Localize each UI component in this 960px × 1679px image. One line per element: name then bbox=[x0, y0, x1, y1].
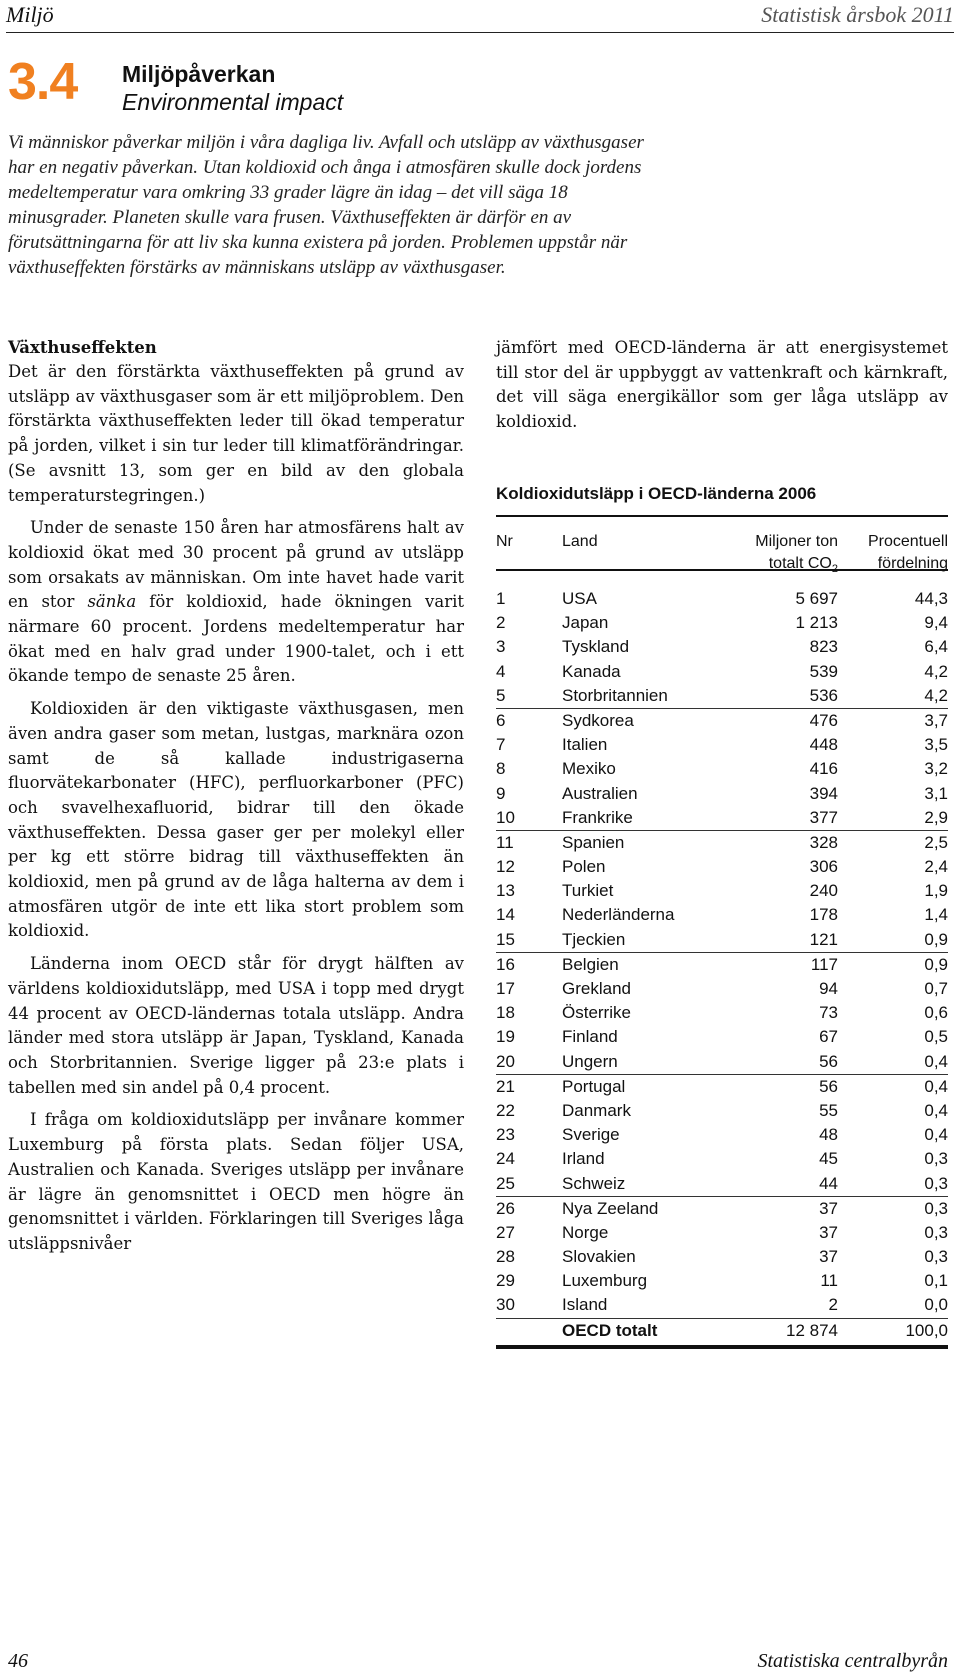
row-nr: 15 bbox=[496, 929, 515, 949]
row-million-tonnes: 56 bbox=[819, 1076, 838, 1096]
table-row bbox=[496, 879, 948, 903]
row-percent: 0,4 bbox=[924, 1125, 948, 1145]
row-country: Grekland bbox=[562, 979, 631, 998]
table-row bbox=[496, 1245, 948, 1269]
row-country: Polen bbox=[562, 857, 606, 877]
header-land: Land bbox=[562, 533, 598, 550]
row-nr: 5 bbox=[496, 685, 506, 705]
row-country: Japan bbox=[562, 613, 609, 633]
row-nr: 29 bbox=[496, 1271, 515, 1291]
footer-publisher: Statistiska centralbyrån bbox=[757, 1650, 948, 1672]
row-nr: 28 bbox=[496, 1247, 515, 1267]
row-million-tonnes: 377 bbox=[809, 807, 838, 827]
table-row bbox=[496, 1123, 948, 1147]
row-country: Sydkorea bbox=[562, 710, 634, 730]
row-million-tonnes: 37 bbox=[819, 1222, 838, 1242]
row-percent: 3,5 bbox=[924, 735, 948, 755]
row-percent: 0,3 bbox=[924, 1198, 948, 1218]
row-million-tonnes: 44 bbox=[819, 1173, 838, 1193]
row-percent: 0,0 bbox=[924, 1295, 948, 1315]
section-number: 3.4 bbox=[8, 53, 78, 111]
row-percent: 1,9 bbox=[924, 881, 948, 901]
row-nr: 6 bbox=[496, 710, 506, 730]
row-million-tonnes: 121 bbox=[809, 929, 838, 949]
row-percent: 0,3 bbox=[924, 1173, 948, 1193]
row-nr: 14 bbox=[496, 905, 515, 925]
header-million-tonnes bbox=[755, 531, 838, 580]
row-country: Ungern bbox=[562, 1051, 618, 1071]
table-body bbox=[496, 587, 948, 1319]
row-percent: 44,3 bbox=[914, 589, 948, 608]
body-heading: Växthuseffekten bbox=[8, 338, 157, 357]
table-row bbox=[496, 953, 948, 977]
row-nr: 4 bbox=[496, 661, 506, 681]
row-nr: 30 bbox=[496, 1295, 515, 1315]
table-row bbox=[496, 684, 948, 709]
emissions-table bbox=[496, 515, 948, 1349]
p2-text-b: för koldioxid, hade ökningen varit närmare 60 procent. Jordens medeltemperatur har ökat med en halv grad under 1900-talet, och i ett ökande tempo de senaste 25 åren. bbox=[8, 592, 464, 686]
row-percent: 2,5 bbox=[924, 832, 948, 852]
table-row bbox=[496, 1099, 948, 1123]
row-nr: 7 bbox=[496, 735, 506, 755]
row-million-tonnes: 240 bbox=[809, 881, 838, 901]
row-nr: 19 bbox=[496, 1027, 515, 1047]
row-country: Italien bbox=[562, 735, 608, 755]
row-million-tonnes: 394 bbox=[809, 783, 838, 803]
running-header bbox=[6, 0, 954, 33]
row-nr: 21 bbox=[496, 1076, 515, 1096]
table-row bbox=[496, 928, 948, 953]
row-million-tonnes: 2 bbox=[828, 1295, 838, 1315]
row-million-tonnes: 823 bbox=[809, 637, 838, 657]
row-country: Belgien bbox=[562, 954, 619, 974]
table-bottom-rule bbox=[496, 1345, 948, 1349]
row-percent: 6,4 bbox=[924, 637, 948, 657]
body-paragraph-4: Länderna inom OECD står för drygt hälften av världens koldioxidutsläpp, med USA i topp med drygt 44 procent av OECD-ländernas totala utsläpp. Andra länder med stora utsläpp är Japan, Tyskland, Kanada och Storbritannien. Sverige ligger på 23:e plats i tabellen med sin andel på 0,4 procent. bbox=[8, 954, 464, 1097]
table-row bbox=[496, 1025, 948, 1049]
row-country: Tyskland bbox=[562, 637, 630, 657]
body-paragraph-3: Koldioxiden är den viktigaste växthusgasen, men även andra gaser som metan, lustgas, marknära ozon samt de så kallade industrigaserna fluorvätekarbonater (HFC), perfluorkarboner (PFC) och svavelhexafluorid, bidrar till den ökade växthuseffekten. Dessa gaser ger per molekyl eller per kg ett större bidrag till växthuseffekten än koldioxid, men på grund av de låga halterna av dem i atmosfären utgör de inte ett lika stort problem som koldioxid. bbox=[8, 699, 464, 941]
row-nr: 27 bbox=[496, 1222, 515, 1242]
header-percent bbox=[868, 531, 948, 575]
row-nr: 16 bbox=[496, 954, 515, 974]
table-row bbox=[496, 757, 948, 781]
header-nr: Nr bbox=[496, 533, 513, 550]
row-country: Schweiz bbox=[562, 1173, 626, 1193]
row-million-tonnes: 117 bbox=[810, 954, 838, 974]
row-nr: 3 bbox=[496, 637, 506, 657]
row-percent: 2,9 bbox=[924, 807, 948, 827]
table-row bbox=[496, 855, 948, 879]
total-label: OECD totalt bbox=[562, 1320, 658, 1340]
row-percent: 2,4 bbox=[924, 857, 948, 877]
row-country: Turkiet bbox=[562, 881, 614, 901]
table-row bbox=[496, 977, 948, 1001]
row-country: Australien bbox=[562, 783, 638, 803]
table-row bbox=[496, 1075, 948, 1099]
page-number: 46 bbox=[8, 1650, 28, 1672]
row-country: Irland bbox=[562, 1149, 605, 1169]
row-percent: 4,2 bbox=[924, 685, 948, 705]
table-row bbox=[496, 1293, 948, 1318]
table-row bbox=[496, 1197, 948, 1221]
row-nr: 12 bbox=[496, 857, 515, 877]
row-country: Island bbox=[562, 1295, 608, 1315]
row-percent: 0,9 bbox=[924, 929, 948, 949]
body-left-column bbox=[8, 336, 464, 1257]
body-right-column bbox=[496, 336, 948, 435]
table-header bbox=[496, 517, 948, 576]
row-nr: 13 bbox=[496, 881, 515, 901]
total-percent: 100,0 bbox=[905, 1320, 948, 1340]
row-nr: 11 bbox=[496, 832, 514, 852]
table-row bbox=[496, 831, 948, 855]
row-million-tonnes: 5 697 bbox=[795, 589, 838, 608]
table-row bbox=[496, 587, 948, 611]
row-million-tonnes: 328 bbox=[809, 832, 838, 852]
row-nr: 25 bbox=[496, 1173, 515, 1193]
table-row bbox=[496, 782, 948, 806]
row-million-tonnes: 45 bbox=[819, 1149, 838, 1169]
row-percent: 0,3 bbox=[924, 1222, 948, 1242]
header-percent-line2: fördelning bbox=[877, 555, 948, 572]
row-million-tonnes: 56 bbox=[819, 1051, 838, 1071]
row-country: Kanada bbox=[562, 661, 621, 681]
row-percent: 3,1 bbox=[924, 783, 948, 803]
row-million-tonnes: 448 bbox=[809, 735, 838, 755]
row-percent: 0,3 bbox=[924, 1247, 948, 1267]
table-row bbox=[496, 709, 948, 733]
row-nr: 17 bbox=[496, 979, 515, 998]
row-million-tonnes: 67 bbox=[819, 1027, 838, 1047]
row-percent: 3,7 bbox=[924, 710, 948, 730]
table-row bbox=[496, 806, 948, 831]
table-row bbox=[496, 1172, 948, 1197]
row-million-tonnes: 539 bbox=[809, 661, 838, 681]
row-country: Nya Zeeland bbox=[562, 1198, 659, 1218]
row-country: Tjeckien bbox=[562, 929, 626, 949]
header-percent-line1: Procentuell bbox=[867, 533, 948, 550]
table-row bbox=[496, 1147, 948, 1171]
row-nr: 1 bbox=[496, 589, 506, 608]
row-country: Nederländerna bbox=[562, 905, 675, 925]
row-percent: 0,3 bbox=[924, 1149, 948, 1169]
row-country: Finland bbox=[562, 1027, 618, 1047]
table-row bbox=[496, 733, 948, 757]
row-nr: 2 bbox=[496, 613, 506, 633]
row-country: Luxemburg bbox=[562, 1271, 648, 1291]
row-country: Norge bbox=[562, 1222, 609, 1242]
row-million-tonnes: 11 bbox=[820, 1271, 838, 1291]
header-co2-subscript: 2 bbox=[831, 563, 838, 576]
body-paragraph-2 bbox=[8, 516, 464, 689]
table-row-total bbox=[496, 1319, 948, 1343]
row-country: Mexiko bbox=[562, 759, 616, 779]
row-nr: 24 bbox=[496, 1149, 515, 1169]
body-paragraph-5: I fråga om koldioxidutsläpp per invånare kommer Luxemburg på första plats. Sedan följer USA, Australien och Kanada. Sveriges utsläpp per invånare är lägre än genomsnittet i OECD men högre än genomsnittet i världen. Förklaringen till Sveriges låga utsläppsnivåer bbox=[8, 1110, 464, 1253]
table-title: Koldioxidutsläpp i OECD-länderna 2006 bbox=[496, 484, 817, 503]
row-country: Storbritannien bbox=[562, 685, 668, 705]
row-percent: 0,7 bbox=[924, 979, 948, 998]
row-country: Spanien bbox=[562, 832, 625, 852]
row-nr: 8 bbox=[496, 759, 506, 779]
row-country: Sverige bbox=[562, 1125, 620, 1145]
header-million-line2: totalt CO bbox=[768, 555, 832, 572]
row-percent: 0,6 bbox=[924, 1003, 948, 1023]
row-percent: 0,4 bbox=[924, 1100, 948, 1120]
row-percent: 0,4 bbox=[924, 1076, 948, 1096]
header-chapter: Miljö bbox=[6, 2, 54, 27]
row-nr: 10 bbox=[496, 807, 515, 827]
body-paragraph-continued: jämfört med OECD-länderna är att energisystemet till stor del är uppbyggt av vattenkraft och kärnkraft, det vill säga energikällor som ger låga utsläpp av koldioxid. bbox=[496, 338, 948, 432]
row-percent: 4,2 bbox=[924, 661, 948, 681]
p2-text-a: Under de senaste 150 åren har atmosfärens halt av koldioxid ökat med 30 procent på grund av utsläpp som orsakats av människan. Om inte havet hade varit en stor bbox=[8, 518, 464, 612]
total-million: 12 874 bbox=[786, 1320, 838, 1340]
row-percent: 0,1 bbox=[924, 1271, 948, 1291]
row-percent: 1,4 bbox=[924, 905, 948, 925]
row-million-tonnes: 306 bbox=[809, 857, 838, 877]
row-million-tonnes: 37 bbox=[819, 1198, 838, 1218]
section-title-swedish: Miljöpåverkan bbox=[122, 61, 276, 87]
row-million-tonnes: 476 bbox=[809, 710, 838, 730]
row-country: Frankrike bbox=[562, 807, 633, 827]
header-million-line1: Miljoner ton bbox=[755, 533, 838, 550]
row-nr: 20 bbox=[496, 1051, 515, 1071]
header-publication: Statistisk årsbok 2011 bbox=[761, 2, 954, 27]
row-million-tonnes: 37 bbox=[819, 1247, 838, 1267]
row-million-tonnes: 178 bbox=[809, 905, 838, 925]
row-percent: 9,4 bbox=[924, 613, 948, 633]
table-row bbox=[496, 1050, 948, 1075]
table-row bbox=[496, 1001, 948, 1025]
table-row bbox=[496, 1269, 948, 1293]
intro-paragraph: Vi människor påverkar miljön i våra dagliga liv. Avfall och utsläpp av växthusgaser har en negativ påverkan. Utan koldioxid och ånga i atmosfären skulle dock jordens medeltemperatur vara omkring 33 grader lägre än idag – det vill säga 18 minusgrader. Planeten skulle vara frusen. Växthuseffekten är därför en av förutsättningarna för att liv ska kunna existera på jorden. Problemen uppstår när växthuseffekten förstärks av människans utsläpp av växthusgaser. bbox=[8, 132, 644, 278]
table-row bbox=[496, 611, 948, 635]
section-title-english: Environmental impact bbox=[122, 89, 344, 115]
table-row bbox=[496, 1221, 948, 1245]
body-paragraph-1: Det är den förstärkta växthuseffekten på grund av utsläpp av växthusgaser som är ett miljöproblem. Den förstärkta växthuseffekten leder till ökad temperatur på jorden, vilket i sin tur leder till klimatförändringar. (Se avsnitt 13, som ger en bild av den globala temperaturstegringen.) bbox=[8, 362, 464, 505]
table-row bbox=[496, 660, 948, 684]
row-country: Slovakien bbox=[562, 1247, 636, 1267]
row-percent: 0,5 bbox=[924, 1027, 948, 1047]
row-nr: 23 bbox=[496, 1125, 515, 1145]
row-million-tonnes: 536 bbox=[809, 685, 838, 705]
p2-emphasis: sänka bbox=[87, 592, 137, 612]
row-nr: 22 bbox=[496, 1100, 515, 1120]
row-percent: 0,4 bbox=[924, 1051, 948, 1071]
row-percent: 0,9 bbox=[924, 954, 948, 974]
row-country: Danmark bbox=[562, 1100, 631, 1120]
row-million-tonnes: 416 bbox=[809, 759, 838, 779]
row-percent: 3,2 bbox=[924, 759, 948, 779]
row-million-tonnes: 55 bbox=[819, 1100, 838, 1120]
section-title bbox=[122, 60, 343, 116]
table-row bbox=[496, 903, 948, 927]
row-nr: 9 bbox=[496, 783, 506, 803]
table-row bbox=[496, 635, 948, 659]
row-million-tonnes: 1 213 bbox=[795, 613, 838, 633]
row-country: USA bbox=[562, 589, 597, 608]
row-million-tonnes: 73 bbox=[819, 1003, 838, 1023]
row-million-tonnes: 94 bbox=[819, 979, 838, 998]
row-nr: 26 bbox=[496, 1198, 515, 1218]
row-nr: 18 bbox=[496, 1003, 515, 1023]
row-country: Österrike bbox=[562, 1003, 631, 1023]
row-million-tonnes: 48 bbox=[819, 1125, 838, 1145]
row-country: Portugal bbox=[562, 1076, 626, 1096]
